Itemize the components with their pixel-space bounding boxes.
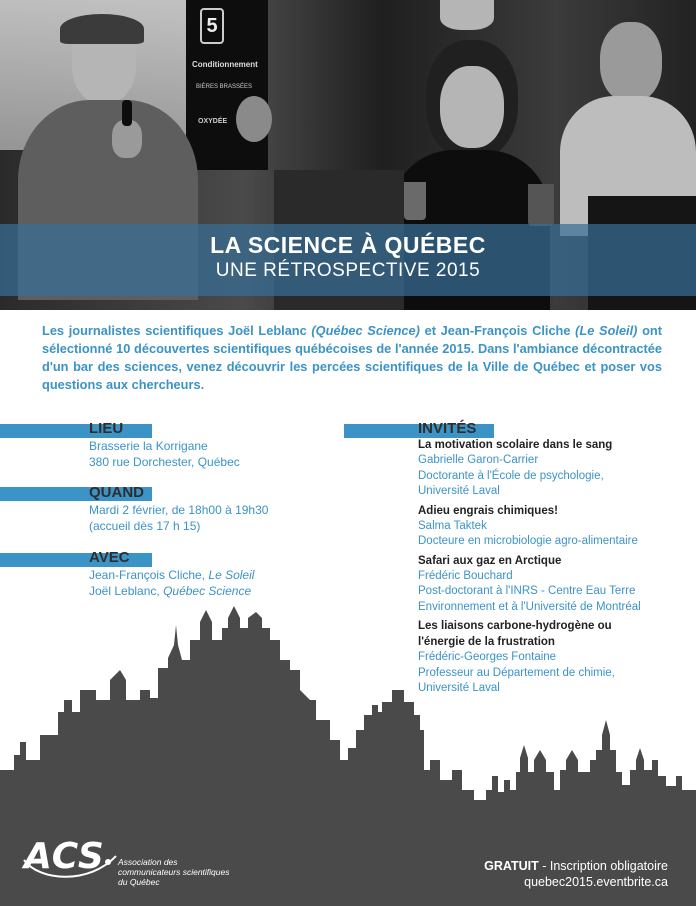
avec-person-1-name: Jean-François Cliche, — [89, 568, 209, 582]
guest-topic: Safari aux gaz en Arctique — [418, 554, 562, 567]
guest-topic: Adieu engrais chimiques! — [418, 504, 558, 517]
guest-detail: Post-doctorant à l'INRS - Centre Eau Terre — [418, 585, 636, 597]
guest-detail: Docteure en microbiologie agro-alimentaire — [418, 535, 638, 547]
acs-logo-text: ACS — [24, 836, 105, 877]
registration-link[interactable]: quebec2015.eventbrite.ca — [524, 875, 668, 889]
inscription-label: - Inscription obligatoire — [538, 859, 668, 873]
quand-heading: QUAND — [89, 484, 144, 501]
invites-heading: INVITÉS — [418, 420, 477, 437]
guest-detail: Université Laval — [418, 682, 500, 694]
lieu-heading: LIEU — [89, 420, 124, 437]
sign-number: 5 — [200, 8, 224, 44]
sign-text-1: Conditionnement — [192, 60, 258, 69]
avec-person-2-outlet: Québec Science — [163, 584, 252, 598]
guest-detail: Frédéric-Georges Fontaine — [418, 651, 557, 663]
avec-heading: AVEC — [89, 549, 130, 566]
quand-line-2: (accueil dès 17 h 15) — [89, 519, 201, 533]
lieu-line-1: Brasserie la Korrigane — [89, 439, 208, 453]
guest-detail: Professeur au Département de chimie, — [418, 666, 615, 679]
association-line-1: Association des — [118, 857, 178, 867]
guest-detail: Salma Taktek — [418, 519, 487, 532]
guest-topic: La motivation scolaire dans le sang — [418, 439, 613, 451]
association-line-2: communicateurs scientifiques — [118, 867, 230, 877]
guest-detail: Gabrielle Garon-Carrier — [418, 454, 539, 466]
guest-detail: Frédéric Bouchard — [418, 569, 513, 582]
guest-detail: Université Laval — [418, 485, 500, 497]
gratuit-label: GRATUIT — [484, 859, 539, 873]
intro-text-1: Les journalistes scientifiques Joël Leblanc — [42, 323, 312, 338]
association-line-3: du Québec — [118, 877, 160, 887]
page-title: LA SCIENCE À QUÉBEC — [210, 232, 486, 258]
intro-text-2: et Jean-François Cliche — [419, 323, 576, 338]
quand-line-1: Mardi 2 février, de 18h00 à 19h30 — [89, 503, 269, 517]
page-subtitle: UNE RÉTROSPECTIVE 2015 — [215, 260, 481, 281]
lieu-line-2: 380 rue Dorchester, Québec — [89, 455, 240, 469]
intro-italic-2: (Le Soleil) — [575, 323, 638, 338]
avec-person-1-outlet: Le Soleil — [208, 568, 255, 582]
sign-text-3: OXYDÉE — [198, 118, 228, 125]
sign-text-2: BIÈRES BRASSÉES — [196, 84, 253, 90]
association-name — [118, 857, 258, 887]
gratuit-notice — [484, 859, 668, 873]
guest-detail: Doctorante à l'École de psychologie, — [418, 469, 604, 482]
intro-italic-1: (Québec Science) — [311, 323, 420, 338]
guest-detail: Environnement et à l'Université de Montréal — [418, 600, 641, 613]
avec-person-2-name: Joël Leblanc, — [89, 584, 164, 598]
guest-topic: Les liaisons carbone-hydrogène ou l'énergie de la frustration — [418, 620, 612, 648]
intro-text-3: ont sélectionné 10 découvertes scientifiques québécoises de l'année 2015. Dans l'ambiance décontractée d'un bar des sciences, venez découvrir les percées scientifiques de la Ville de Québec et poser vos questions aux chercheurs. — [42, 323, 663, 392]
